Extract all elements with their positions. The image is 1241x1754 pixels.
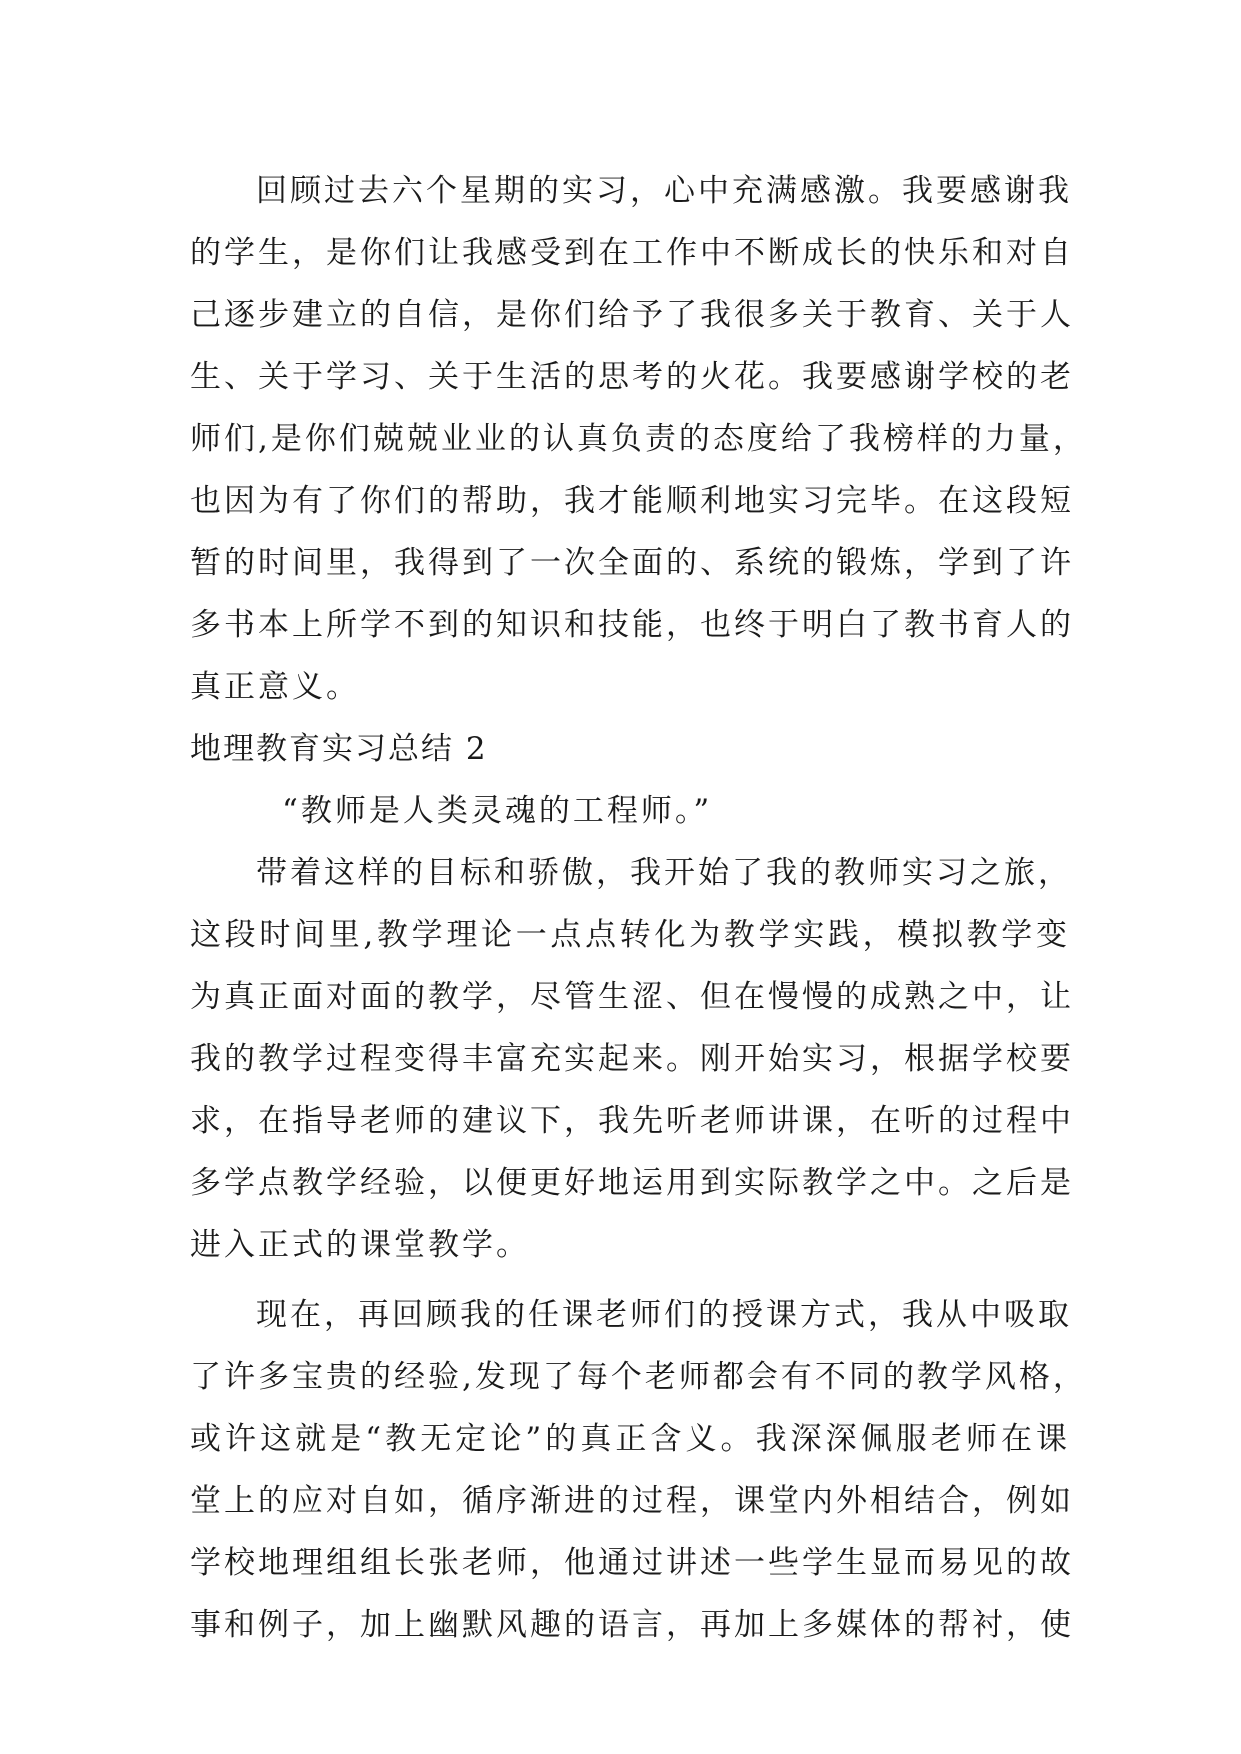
paragraph-line: 求，在指导老师的建议下，我先听老师讲课，在听的过程中 (190, 1103, 1074, 1139)
paragraph-line: 多书本上所学不到的知识和技能，也终于明白了教书育人的 (190, 607, 1074, 643)
paragraph-line: 我的教学过程变得丰富充实起来。刚开始实习，根据学校要 (190, 1041, 1074, 1077)
paragraph-line: 进入正式的课堂教学。 (190, 1227, 530, 1263)
paragraph-line: 也因为有了你们的帮助，我才能顺利地实习完毕。在这段短 (190, 483, 1074, 519)
paragraph-line: 这段时间里,教学理论一点点转化为教学实践，模拟教学变 (190, 917, 1070, 953)
paragraph-line: 堂上的应对自如，循序渐进的过程，课堂内外相结合，例如 (190, 1483, 1074, 1519)
document-body (190, 160, 1087, 1656)
paragraph-line: 事和例子，加上幽默风趣的语言，再加上多媒体的帮衬，使 (190, 1607, 1074, 1643)
paragraph-2 (190, 842, 1074, 1276)
quote-line: “教师是人类灵魂的工程师。” (282, 793, 713, 829)
paragraph-line: 为真正面对面的教学，尽管生涩、但在慢慢的成熟之中，让 (190, 979, 1074, 1015)
paragraph-line: 了许多宝贵的经验,发现了每个老师都会有不同的教学风格， (190, 1359, 1087, 1395)
paragraph-line: 多学点教学经验，以便更好地运用到实际教学之中。之后是 (190, 1165, 1074, 1201)
section-heading: 地理教育实习总结 2 (190, 731, 488, 767)
paragraph-line: 真正意义。 (190, 669, 360, 705)
paragraph-line: 或许这就是“教无定论”的真正含义。我深深佩服老师在课 (190, 1421, 1070, 1457)
paragraph-line: 师们,是你们兢兢业业的认真负责的态度给了我榜样的力量， (190, 421, 1087, 457)
paragraph-line: 现在，再回顾我的任课老师们的授课方式，我从中吸取 (256, 1297, 1072, 1333)
paragraph-line: 带着这样的目标和骄傲，我开始了我的教师实习之旅， (256, 855, 1072, 891)
paragraph-line: 己逐步建立的自信，是你们给予了我很多关于教育、关于人 (190, 297, 1074, 333)
paragraph-line: 生、关于学习、关于生活的思考的火花。我要感谢学校的老 (190, 359, 1074, 395)
paragraph-line: 回顾过去六个星期的实习，心中充满感激。我要感谢我 (256, 173, 1072, 209)
paragraph-line: 学校地理组组长张老师，他通过讲述一些学生显而易见的故 (190, 1545, 1074, 1581)
paragraph-gap (190, 1276, 1070, 1284)
paragraph-line: 的学生，是你们让我感受到在工作中不断成长的快乐和对自 (190, 235, 1074, 271)
paragraph-1 (190, 160, 1087, 718)
paragraph-3 (190, 1284, 1087, 1656)
paragraph-line: 暂的时间里，我得到了一次全面的、系统的锻炼，学到了许 (190, 545, 1074, 581)
